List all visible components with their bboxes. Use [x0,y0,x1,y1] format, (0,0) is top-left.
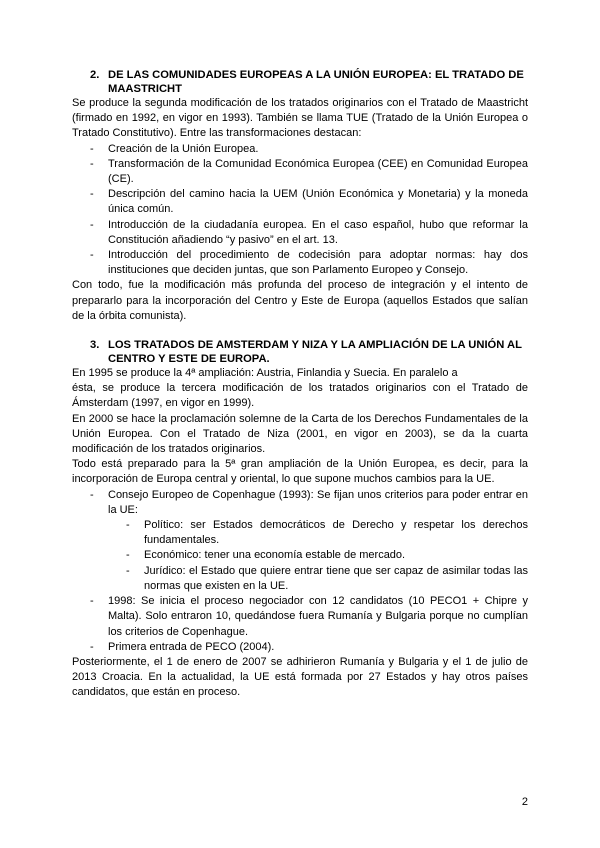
section-3-paragraph-2: En 2000 se hace la proclamación solemne de la Carta de los Derechos Fundamentales de la Unión Europea. Con el Tratado de Niza (2001, en vigor en 2003), se da la cuarta modificación de los tratados originarios. [72,412,528,456]
criteria-sublist [108,518,528,594]
document-page [72,68,528,701]
section-2-conclusion: Con todo, fue la modificación más profunda del proceso de integración y el intento de prepararlo para la incorporación del Centro y Este de Europa (aquellos Estados que salían de la órbita comunista). [72,279,528,322]
list-item: - 1998: Se inicia el proceso negociador con 12 candidatos (10 PECO1 + Chipre y Malta). Solo entraron 10, quedándose fuera Rumanía y Bulgaria porque no cumplían los criterios de Copenhague. [90,595,528,638]
section-2-number: 2. [90,69,100,81]
sublist-item: - Político: ser Estados democráticos de Derecho y respetar los derechos fundamentales. [126,519,528,547]
section-3-title: LOS TRATADOS DE AMSTERDAM Y NIZA Y LA AMPLIACIÓN DE LA UNIÓN AL CENTRO Y ESTE DE EUROPA. [108,339,522,366]
list-item: - Introducción del procedimiento de codecisión para adoptar normas: hay dos instituciones que deciden juntas, que son Parlamento Europeo y Consejo. [90,249,528,277]
section-3-number: 3. [90,339,100,352]
list-item: - Transformación de la Comunidad Económica Europea (CEE) en Comunidad Europea (CE). [90,157,528,186]
list-item: - Creación de la Unión Europea. [90,142,259,155]
list-item: - Primera entrada de PECO (2004). [90,640,275,653]
list-item: - Consejo Europeo de Copenhague (1993): Se fijan unos criterios para poder entrar en la UE: - Político: ser Estados democráticos de Derecho y respetar los derechos fundamentales. - Económico: tener una economía estable de mercado. - Jurídico: el Estado que quiere entrar tiene que ser capaz de asimilar todas las normas que existen en la UE. [72,488,528,594]
section-2-heading [90,68,528,96]
section-2-title: DE LAS COMUNIDADES EUROPEAS A LA UNIÓN EUROPEA: EL TRATADO DE MAASTRICHT [108,69,524,95]
section-3-closing: Posteriormente, el 1 de enero de 2007 se adhirieron Rumanía y Bulgaria y el 1 de julio de 2013 Croacia. En la actualidad, la UE está formada por 27 Estados y hay otros países candidatos, que están en proceso. [72,655,528,699]
sublist-item: - Económico: tener una economía estable de mercado. [126,549,406,562]
section-3-paragraph-1: En 1995 se produce la 4ª ampliación: Austria, Finlandia y Suecia. En paralelo a ésta, se produce la tercera modificación de los tratados originarios con el Tratado de Ámsterdam (1997, en vigor en 1999). [72,367,528,410]
list-item: - Introducción de la ciudadanía europea. En el caso español, hubo que reformar la Constitución añadiendo “y pasivo” en el art. 13. [90,218,528,246]
section-2-list [72,142,528,279]
section-3-list [72,488,528,655]
page-number: 2 [521,796,528,808]
section-3-paragraph-3: Todo está preparado para la 5ª gran ampliación de la Unión Europea, es decir, para la incorporación de Europa central y oriental, lo que supone muchos cambios para la UE. [72,458,528,486]
section-2-intro: Se produce la segunda modificación de los tratados originarios con el Tratado de Maastricht (firmado en 1992, en vigor en 1993). También se llama TUE (Tratado de la Unión Europea o Tratado Constitutivo). Entre las transformaciones destacan: [72,97,528,140]
sublist-item: - Jurídico: el Estado que quiere entrar tiene que ser capaz de asimilar todas las normas que existen en la UE. [126,564,528,592]
section-3-heading [90,338,528,366]
list-item: - Descripción del camino hacia la UEM (Unión Económica y Monetaria) y la moneda única común. [90,188,528,216]
